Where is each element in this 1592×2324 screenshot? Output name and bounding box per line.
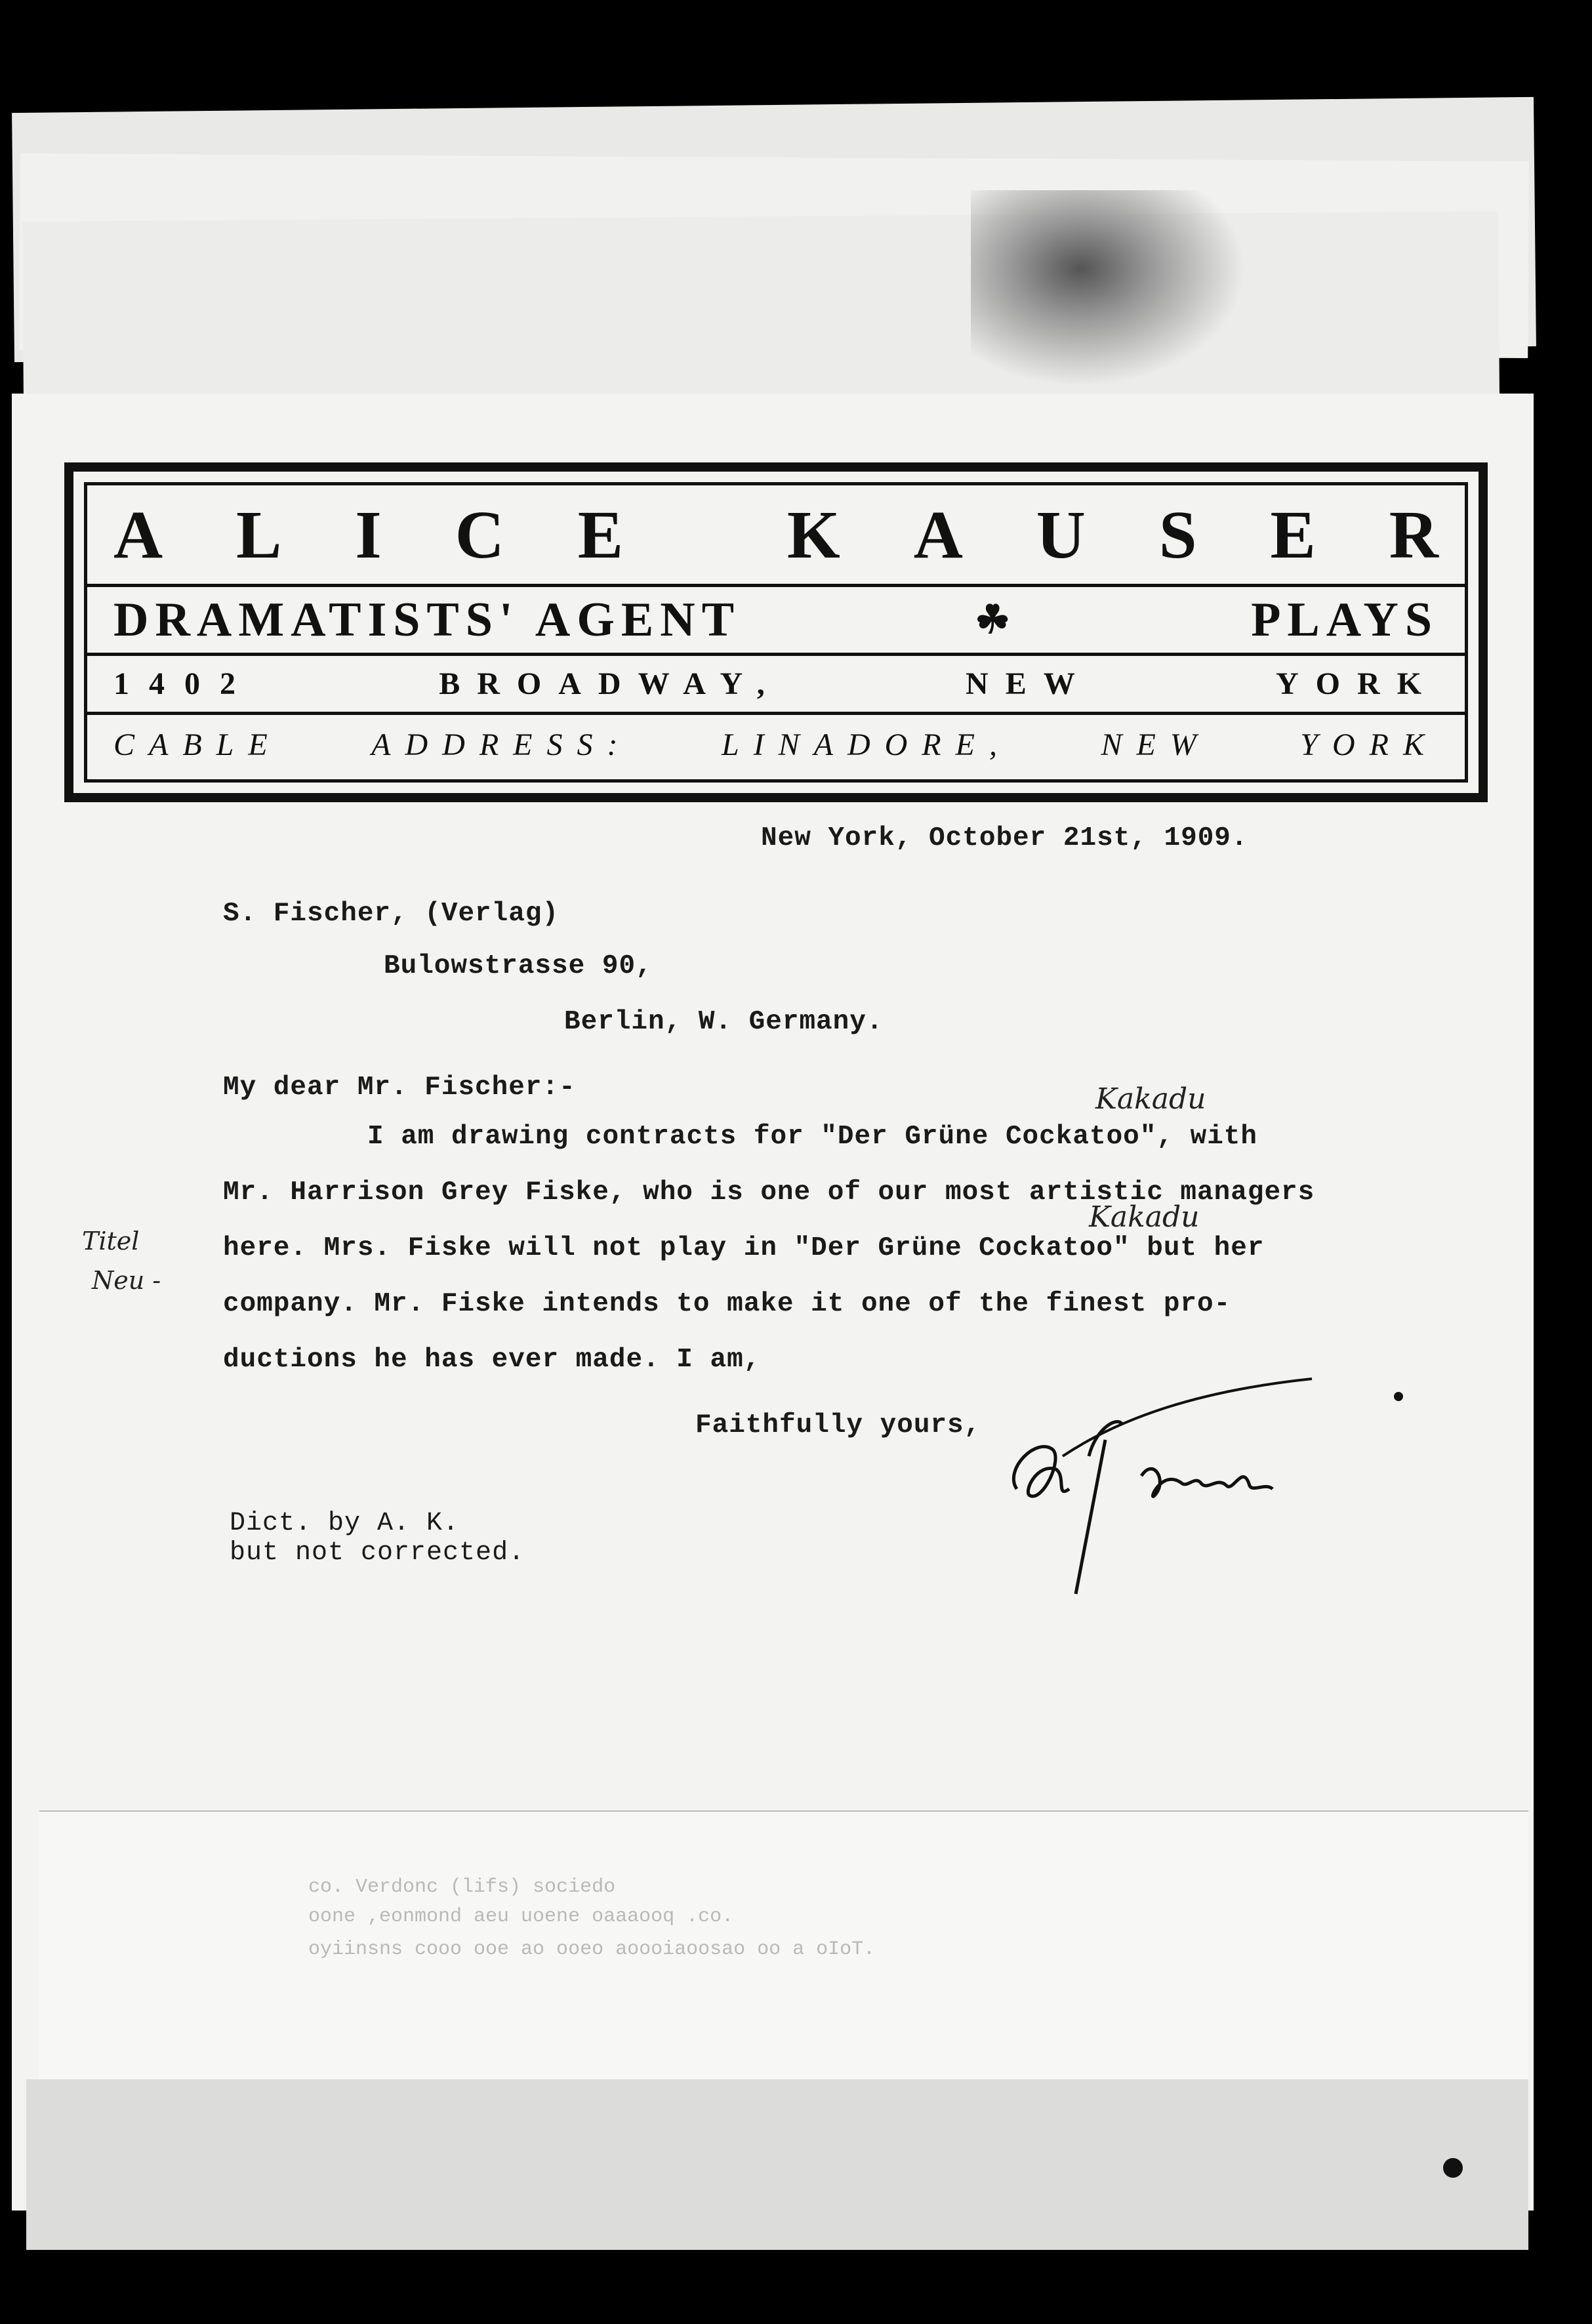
signature xyxy=(990,1377,1332,1600)
bottom-underlying-sheet xyxy=(26,2079,1528,2250)
recipient-line-2: Bulowstrasse 90, xyxy=(384,951,653,981)
letterhead-name-text xyxy=(113,496,1439,574)
letterhead-name xyxy=(87,485,1465,584)
name-letter: A xyxy=(913,497,963,573)
name-letter: K xyxy=(786,497,840,573)
closing: Faithfully yours, xyxy=(695,1410,981,1440)
show-through-line-2: oone ,eonmond aeu uoene oaaaooq .co. xyxy=(308,1906,734,1928)
salutation: My dear Mr. Fischer:- xyxy=(223,1072,576,1103)
cable-label-2: ADDRESS: xyxy=(371,727,632,762)
letterhead-cable-row xyxy=(87,712,1465,774)
name-letter: I xyxy=(355,497,382,573)
body-line-3: here. Mrs. Fiske will not play in "Der Grüne Cockatoo" but her xyxy=(223,1233,1265,1263)
dictation-note-2: but not corrected. xyxy=(230,1538,525,1568)
cable-label-1: CABLE xyxy=(113,727,282,762)
cable-city-2: YORK xyxy=(1300,727,1439,762)
dictation-note-1: Dict. by A. K. xyxy=(230,1509,460,1538)
letterhead xyxy=(64,462,1488,802)
dateline: New York, October 21st, 1909. xyxy=(761,823,1248,853)
letterhead-title: DRAMATISTS' AGENT xyxy=(113,592,741,647)
paper-crease-shadow xyxy=(971,190,1246,387)
margin-note-2: Neu - xyxy=(92,1266,161,1295)
margin-note-1: Titel xyxy=(82,1227,140,1255)
name-letter: E xyxy=(1270,497,1316,573)
address-street: BROADWAY, xyxy=(439,666,782,701)
body-line-1: I am drawing contracts for "Der Grüne Cockatoo", with xyxy=(367,1122,1258,1152)
name-letter: C xyxy=(455,497,504,573)
letterhead-address-row xyxy=(87,653,1465,712)
body-line-5: ductions he has ever made. I am, xyxy=(223,1345,761,1375)
body-line-4: company. Mr. Fiske intends to make it one of the finest pro- xyxy=(223,1289,1231,1319)
underlying-sheet-3 xyxy=(22,211,1500,405)
letterhead-title-row xyxy=(87,584,1465,653)
ink-spot xyxy=(1443,2158,1463,2178)
name-gap xyxy=(697,496,714,574)
letterhead-plays: PLAYS xyxy=(1251,592,1439,647)
address-city-1: NEW xyxy=(966,666,1092,701)
name-letter: E xyxy=(577,497,624,573)
show-through-line-1: co. Verdonc (lifs) sociedo xyxy=(308,1876,616,1898)
name-letter: S xyxy=(1158,497,1197,573)
show-through-line-3: oyiinsns cooo ooe ao ooeo aoooiaoosao oo a oIoT. xyxy=(308,1938,876,1961)
name-letter: L xyxy=(236,497,282,573)
recipient-line-1: S. Fischer, (Verlag) xyxy=(223,899,560,929)
ink-spot xyxy=(1394,1392,1403,1401)
name-letter: A xyxy=(113,497,163,573)
handwritten-correction-2: Kakadu xyxy=(1089,1200,1200,1234)
address-city-2: YORK xyxy=(1275,666,1439,701)
handwritten-correction-1: Kakadu xyxy=(1095,1082,1206,1116)
name-letter: U xyxy=(1036,497,1086,573)
clover-ornament-icon: ☘ xyxy=(975,598,1017,642)
address-number: 1402 xyxy=(113,666,255,701)
recipient-line-3: Berlin, W. Germany. xyxy=(564,1007,884,1037)
cable-address: LINADORE, xyxy=(721,727,1011,762)
name-letter: R xyxy=(1389,497,1439,573)
body-line-2: Mr. Harrison Grey Fiske, who is one of our most artistic managers xyxy=(223,1177,1315,1208)
cable-city-1: NEW xyxy=(1101,727,1211,762)
